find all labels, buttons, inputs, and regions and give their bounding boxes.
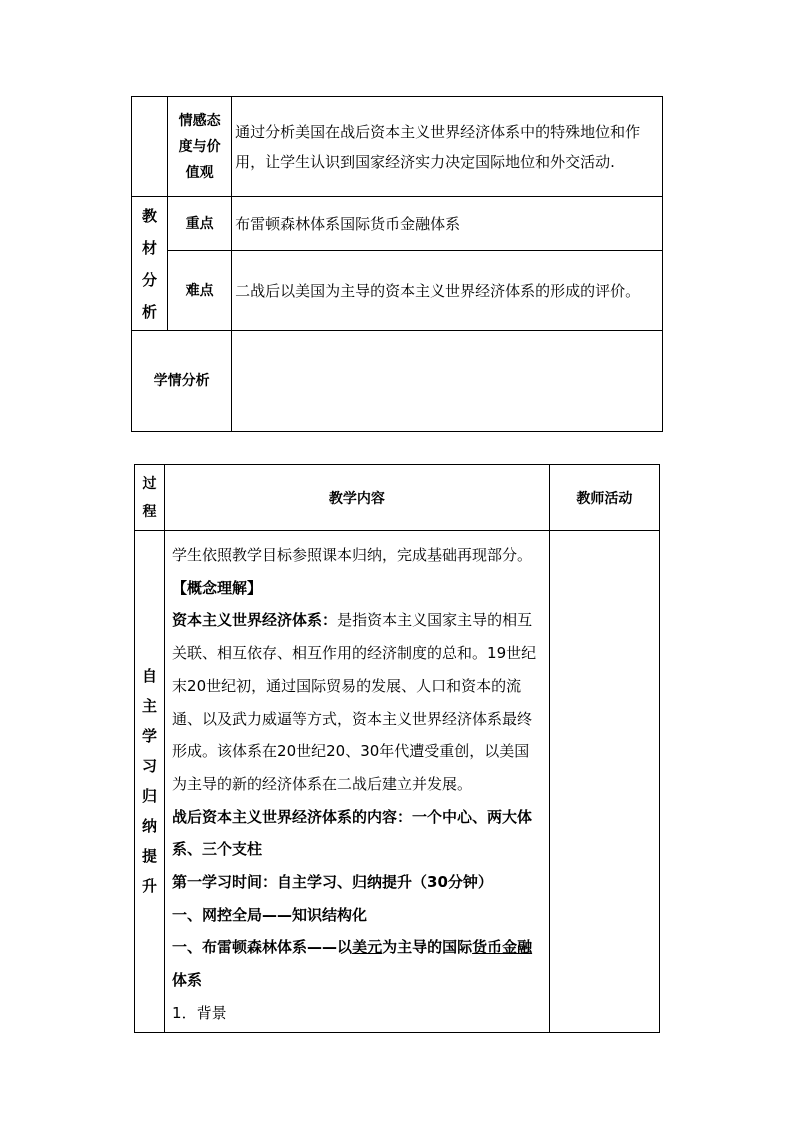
concept-paragraph bbox=[172, 604, 543, 800]
bretton-woods-line: 一、布雷顿森林体系——以美元为主导的国际货币金融体系 bbox=[172, 938, 533, 990]
concept-heading: 【概念理解】 bbox=[172, 578, 263, 597]
teacher-activity-cell bbox=[549, 531, 659, 1033]
time-line: 第一学习时间：自主学习、归纳提升（30分钟） bbox=[172, 873, 493, 892]
analysis-group-label: 教材分析 bbox=[132, 197, 168, 331]
concept-term: 资本主义世界经济体系： bbox=[172, 611, 338, 630]
attitude-label: 情感态度与价值观 bbox=[168, 97, 232, 197]
difficulty-text: 二战后以美国为主导的资本主义世界经济体系的形成的评价。 bbox=[232, 251, 663, 331]
content-body bbox=[165, 531, 550, 1033]
objectives-table bbox=[131, 96, 663, 432]
attitude-text: 通过分析美国在战后资本主义世界经济体系中的特殊地位和作用，让学生认识到国家经济实力决定国际地位和外交活动. bbox=[232, 97, 663, 197]
key-text: 布雷顿森林体系国际货币金融体系 bbox=[232, 197, 663, 251]
concept-text: 是指资本主义国家主导的相互关联、相互依存、相互作用的经济制度的总和。19世纪末20世纪初，通过国际贸易的发展、人口和资本的流通、以及武力威逼等方式，资本主义世界经济体系最终形成。该体系在20世纪20、30年代遭受重创，以美国为主导的新的经济体系在二战后建立并发展。 bbox=[172, 611, 537, 793]
intro-line: 学生依照教学目标参照课本归纳，完成基础再现部分。 bbox=[172, 546, 533, 564]
difficulty-label: 难点 bbox=[168, 251, 232, 331]
process-table bbox=[134, 464, 660, 1033]
header-process: 过程 bbox=[135, 465, 165, 531]
outline-line: 一、网控全局——知识结构化 bbox=[172, 905, 368, 924]
empty-cell bbox=[132, 97, 168, 197]
background-line: 1．背景 bbox=[172, 1003, 227, 1022]
key-label: 重点 bbox=[168, 197, 232, 251]
usd-term: 美元 bbox=[352, 938, 383, 957]
learner-text bbox=[232, 331, 663, 432]
currency-term: 货币金融 bbox=[472, 938, 533, 957]
content-line: 战后资本主义世界经济体系的内容：一个中心、两大体系、三个支柱 bbox=[172, 807, 533, 859]
header-teacher: 教师活动 bbox=[549, 465, 659, 531]
section-label: 自主学习归纳提升 bbox=[135, 531, 165, 1033]
header-content: 教学内容 bbox=[165, 465, 550, 531]
learner-label: 学情分析 bbox=[132, 331, 232, 432]
